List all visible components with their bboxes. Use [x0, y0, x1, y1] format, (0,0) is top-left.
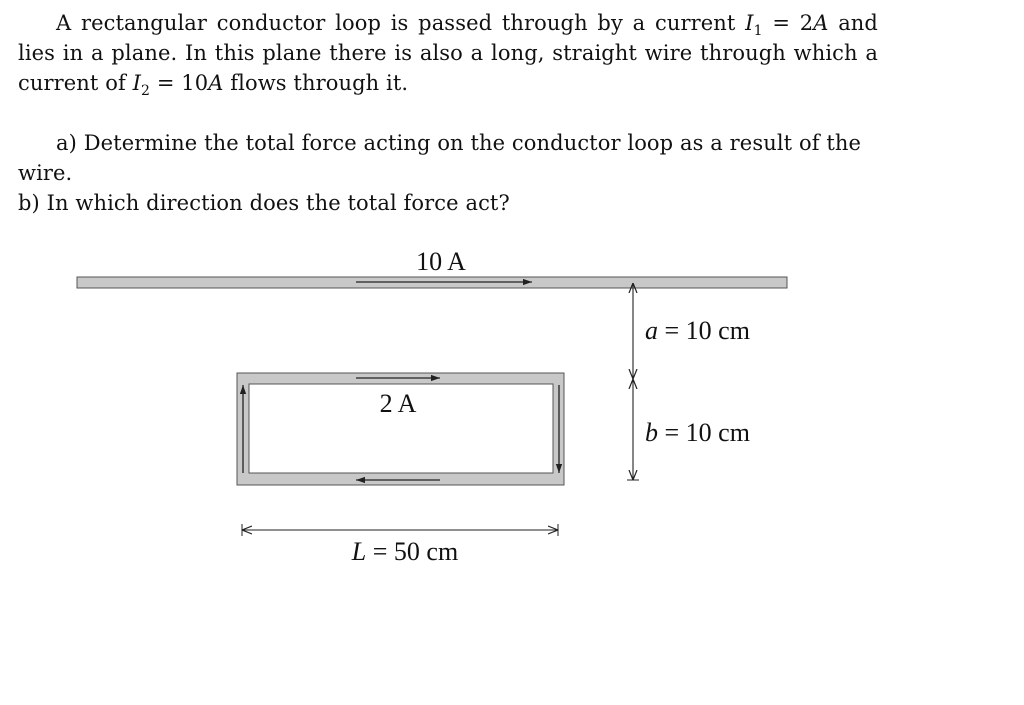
- statement-part-3: flows through it.: [223, 71, 409, 95]
- i1-value: = 2: [762, 11, 814, 35]
- a-value: = 10 cm: [658, 316, 750, 345]
- dimension-l-label: [351, 537, 458, 566]
- wire-current-label: 10 A: [416, 247, 466, 276]
- i1-symbol: I: [745, 11, 754, 35]
- a-symbol: a: [645, 316, 658, 345]
- statement-part-2: and lies in a plane. In this plane there is also a long, straight wire through which a current of: [18, 11, 878, 95]
- statement-part-1: A rectangular conductor loop is passed through by a current: [56, 11, 746, 35]
- loop-current-label: 2 A: [379, 389, 417, 418]
- l-symbol: L: [351, 537, 367, 566]
- dimension-b-label: [645, 418, 750, 447]
- i2-unit: A: [208, 71, 224, 95]
- question-a: a) Determine the total force acting on the conductor loop as a result of the wire.: [18, 131, 862, 185]
- b-value: = 10 cm: [658, 418, 750, 447]
- l-value: = 50 cm: [366, 537, 459, 566]
- i2-symbol: I: [132, 71, 142, 95]
- question-b: b) In which direction does the total force act?: [18, 191, 510, 215]
- i1-unit: A: [813, 11, 829, 35]
- b-symbol: b: [645, 418, 658, 447]
- i1-subscript: 1: [753, 23, 763, 40]
- dimension-a-label: [645, 316, 750, 345]
- i2-value: = 10: [150, 71, 209, 95]
- i2-subscript: 2: [141, 83, 151, 100]
